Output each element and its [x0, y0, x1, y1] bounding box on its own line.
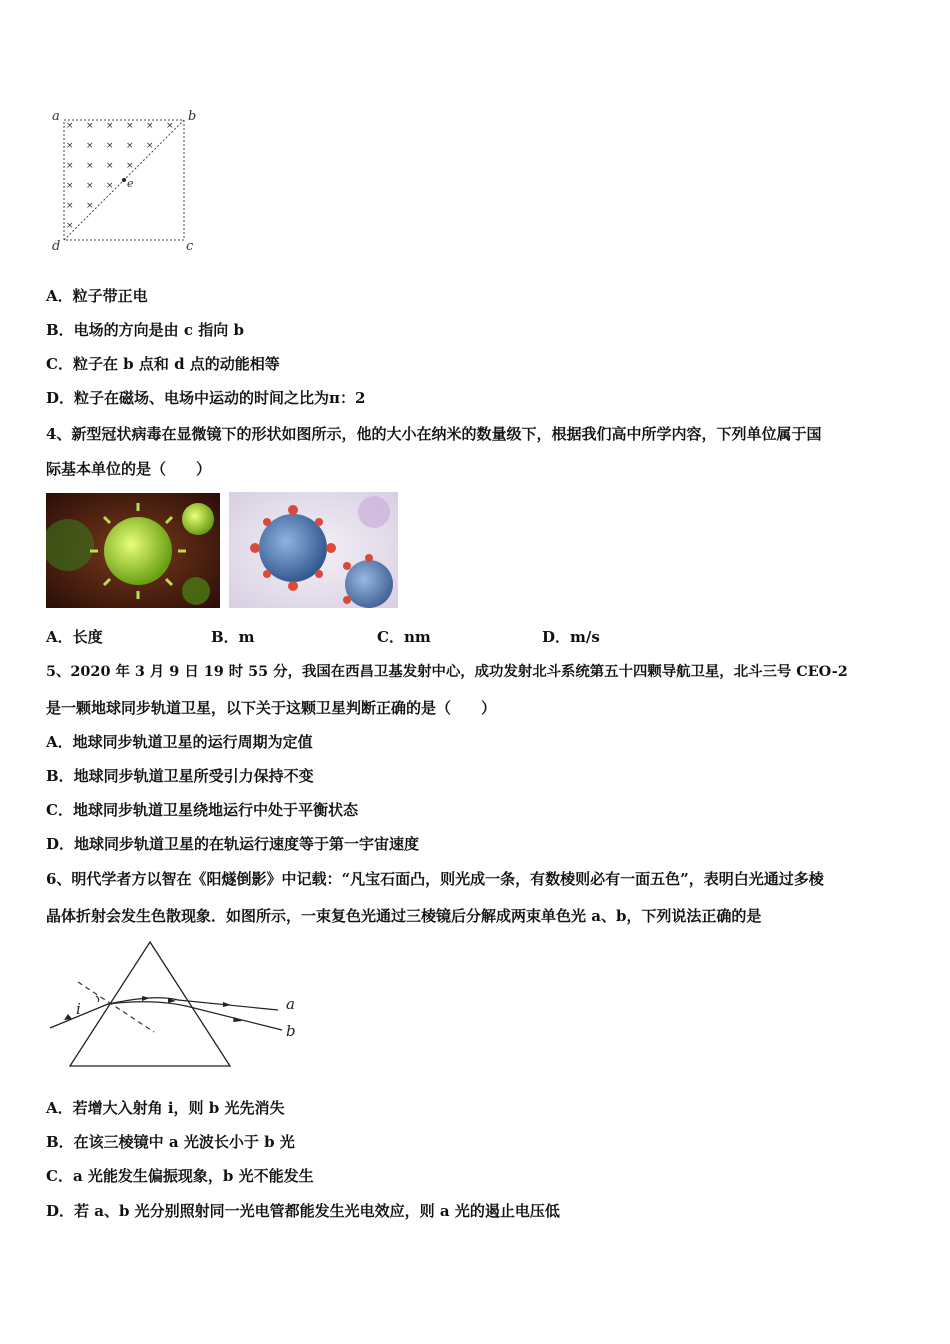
svg-text:×: × — [86, 141, 94, 151]
q6-stem-line1: 6、明代学者方以智在《阳燧倒影》中记载：“凡宝石面凸，则光成一条，有数棱则必有一面五色”，表明白光通过多棱 — [46, 870, 824, 888]
svg-text:×: × — [86, 181, 94, 191]
q3-option-b: B．电场的方向是由 c 指向 b — [46, 321, 244, 339]
svg-text:×: × — [86, 121, 94, 131]
q5-stem-line1: 5、2020 年 3 月 9 日 19 时 55 分，我国在西昌卫基发射中心，成功发射北斗系统第五十四颗导航卫星，北斗三号 CEO-2 — [46, 663, 848, 680]
q6-stem-line2: 晶体折射会发生色散现象．如图所示，一束复色光通过三棱镜后分解成两束单色光 a、b，下列说法正确的是 — [46, 907, 762, 925]
q5-stem-line2: 是一颗地球同步轨道卫星，以下关于这颗卫星判断正确的是（ ） — [46, 699, 497, 717]
field-crosses — [66, 121, 174, 231]
q3-option-c: C．粒子在 b 点和 d 点的动能相等 — [46, 355, 280, 373]
svg-text:×: × — [106, 161, 114, 171]
label-c: c — [186, 239, 194, 254]
label-i: i — [76, 1000, 81, 1018]
svg-text:×: × — [126, 161, 134, 171]
q5-option-b: B．地球同步轨道卫星所受引力保持不变 — [46, 767, 314, 785]
svg-text:×: × — [106, 121, 114, 131]
q4-stem-line2: 际基本单位的是（ ） — [46, 460, 212, 478]
q5-option-a: A．地球同步轨道卫星的运行周期为定值 — [46, 733, 313, 751]
svg-text:×: × — [146, 121, 154, 131]
label-b-ray: b — [286, 1022, 296, 1040]
svg-text:×: × — [106, 181, 114, 191]
q6-option-a: A．若增大入射角 i，则 b 光先消失 — [46, 1099, 285, 1117]
svg-text:×: × — [106, 141, 114, 151]
q3-option-d: D．粒子在磁场、电场中运动的时间之比为π：2 — [46, 389, 366, 407]
svg-text:×: × — [66, 121, 74, 131]
svg-text:×: × — [66, 181, 74, 191]
q6-option-d: D．若 a、b 光分别照射同一光电管都能发生光电效应，则 a 光的遏止电压低 — [46, 1202, 560, 1220]
prism-triangle — [70, 942, 230, 1066]
virus-photo-green — [46, 493, 220, 608]
svg-text:×: × — [66, 141, 74, 151]
svg-text:×: × — [146, 141, 154, 151]
svg-text:×: × — [66, 201, 74, 211]
svg-text:×: × — [126, 141, 134, 151]
q3-option-a: A．粒子带正电 — [46, 287, 148, 305]
svg-text:×: × — [166, 121, 174, 131]
svg-text:×: × — [126, 121, 134, 131]
label-e: e — [127, 177, 134, 190]
label-a: a — [52, 109, 60, 124]
q5-option-d: D．地球同步轨道卫星的在轨运行速度等于第一宇宙速度 — [46, 835, 420, 853]
point-e — [122, 178, 126, 182]
q5-option-c: C．地球同步轨道卫星绕地运行中处于平衡状态 — [46, 801, 358, 819]
q4-option-c: C．nm — [377, 628, 431, 646]
q4-option-b: B．m — [211, 628, 255, 646]
virus-photo-blue — [229, 492, 398, 608]
label-a-ray: a — [286, 995, 295, 1013]
prism-figure — [46, 938, 316, 1073]
svg-text:×: × — [86, 201, 94, 211]
q4-option-a: A．长度 — [46, 628, 103, 646]
q6-option-b: B．在该三棱镜中 a 光波长小于 b 光 — [46, 1133, 295, 1151]
label-d: d — [52, 239, 61, 254]
field-square-figure — [46, 105, 206, 255]
normal-line — [78, 982, 154, 1032]
q4-option-d: D．m/s — [542, 628, 600, 646]
svg-text:×: × — [86, 161, 94, 171]
label-b: b — [188, 109, 197, 124]
q4-stem-line1: 4、新型冠状病毒在显微镜下的形状如图所示，他的大小在纳米的数量级下，根据我们高中所学内容，下列单位属于国 — [46, 425, 822, 443]
svg-text:×: × — [66, 161, 74, 171]
svg-text:×: × — [66, 221, 74, 231]
q6-option-c: C．a 光能发生偏振现象，b 光不能发生 — [46, 1167, 314, 1185]
